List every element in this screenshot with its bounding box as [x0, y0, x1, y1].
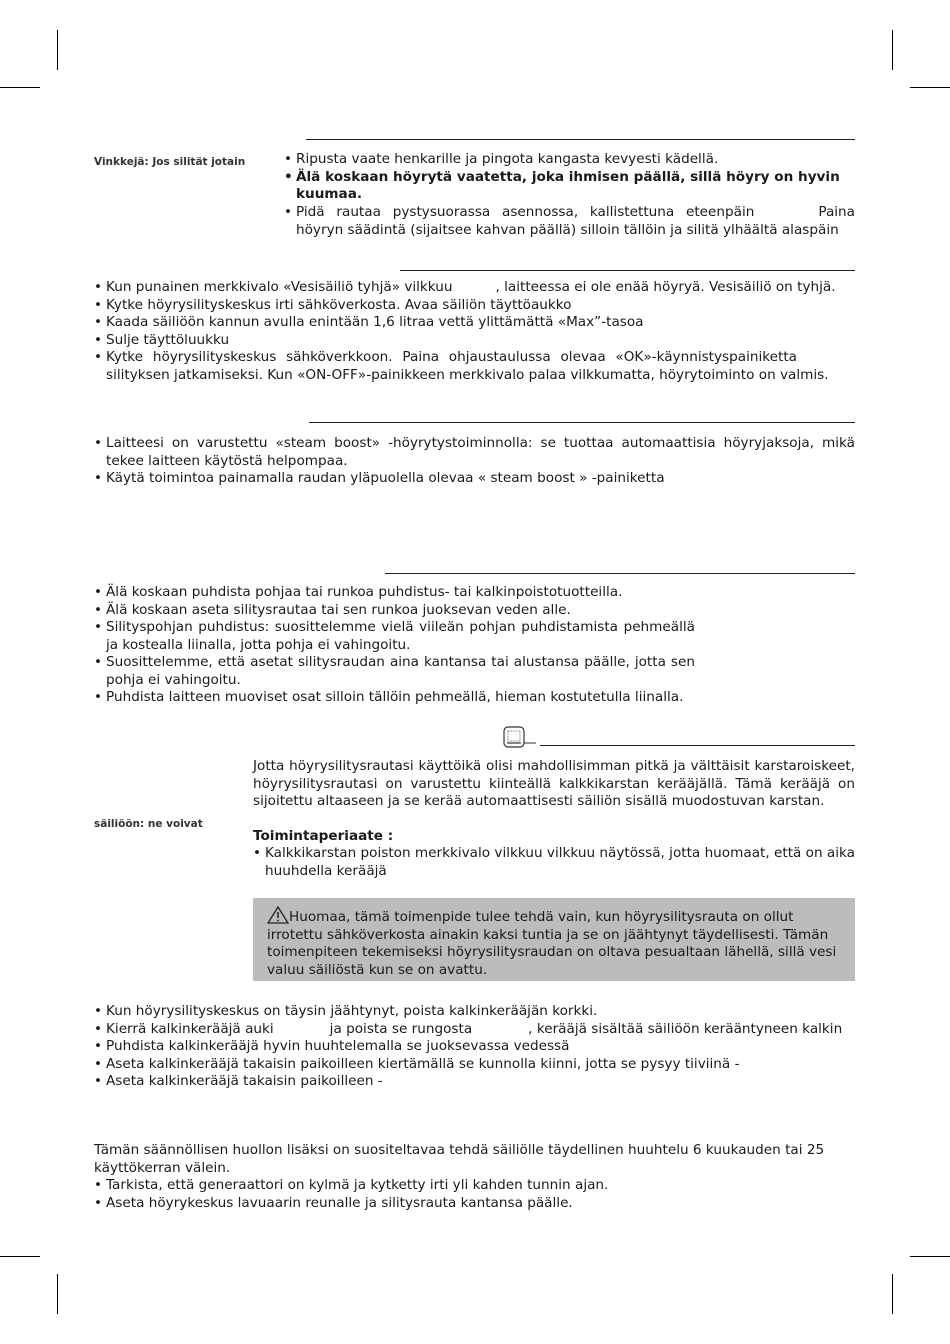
warning-box — [253, 898, 855, 981]
section-rule — [306, 139, 855, 140]
list-item: • Sulje täyttöluukku — [94, 332, 855, 350]
list-item: • Älä koskaan aseta silitysrautaa tai sen runkoa juoksevan veden alle. — [94, 602, 695, 620]
cleaning-list — [94, 584, 695, 707]
warning-triangle-icon — [267, 906, 289, 924]
list-item: • Kun punainen merkkivalo «Vesisäiliö tyhjä» vilkkuu , laitteessa ei ole enää höyryä. Vesisäiliö on tyhjä. — [94, 279, 855, 297]
principle-list — [253, 845, 855, 880]
list-item: • Kalkkikarstan poiston merkkivalo vilkkuu vilkkuu näytössä, jotta huomaat, että on aika huuhdella kerääjä — [253, 845, 855, 880]
crop-mark — [892, 30, 893, 70]
collector-intro: Jotta höyrysilitysrautasi käyttöikä olisi mahdollisimman pitkä ja välttäisit karstaroiskeet, höyrysilitysrautasi on varustettu kiinteällä kalkkikarstan kerääjällä. Tämä kerääjä on sijoitettu altaaseen ja se kerää automaattisesti säiliön sisällä muodostuvan karstan. — [253, 758, 855, 809]
list-item: • Puhdista kalkinkerääjä hyvin huuhtelemalla se juoksevassa vedessä — [94, 1038, 855, 1056]
crop-mark — [892, 1274, 893, 1314]
list-item: • Silityspohjan puhdistus: suosittelemme vielä viileän pohjan puhdistamista pehmeällä ja kostealla liinalla, jotta pohja ei vahingoitu. — [94, 619, 695, 654]
section-rule — [540, 745, 855, 746]
list-item: • Puhdista laitteen muoviset osat silloin tällöin pehmeällä, hieman kostutetulla liinalla. — [94, 689, 695, 707]
rinse-list — [94, 1177, 855, 1212]
steps-list — [94, 1003, 855, 1091]
principle-title: Toimintaperiaate : — [253, 828, 394, 844]
list-item: • Kun höyrysilityskeskus on täysin jäähtynyt, poista kalkinkerääjän korkki. — [94, 1003, 855, 1021]
list-item: • Käytä toimintoa painamalla raudan yläpuolella olevaa « steam boost » -painiketta — [94, 470, 855, 488]
crop-mark — [910, 87, 950, 88]
scale-collector-icon — [503, 726, 537, 748]
list-item: • Tarkista, että generaattori on kylmä ja kytketty irti yli kahden tunnin ajan. — [94, 1177, 855, 1195]
crop-mark — [57, 1274, 58, 1314]
list-item: • Suosittelemme, että asetat silitysraudan aina kantansa tai alustansa päälle, jotta sen pohja ei vahingoitu. — [94, 654, 695, 689]
section-rule — [400, 270, 855, 271]
list-item: • Pidä rautaa pystysuorassa asennossa, kallistettuna eteenpäin Paina höyryn säädintä (sijaitsee kahvan päällä) silloin tällöin ja silitä ylhäältä alaspäin — [284, 204, 855, 239]
list-item: • Kierrä kalkinkerääjä auki ja poista se rungosta , kerääjä sisältää säiliöön kerääntyneen kalkin — [94, 1021, 855, 1039]
tips-list — [284, 151, 855, 204]
tips-list-2 — [284, 204, 855, 239]
list-item: • Laitteesi on varustettu «steam boost» -höyrytystoiminnolla: se tuottaa automaattisia höyryjaksoja, mikä tekee laitteen käytöstä helpompaa. — [94, 435, 855, 470]
list-item: • Aseta kalkinkerääjä takaisin paikoilleen kiertämällä se kunnolla kiinni, jotta se pysyy tiiviinä - — [94, 1056, 855, 1074]
crop-mark — [0, 1256, 40, 1257]
crop-mark — [0, 87, 40, 88]
refill-list — [94, 279, 855, 384]
warning-text: Huomaa, tämä toimenpide tulee tehdä vain, kun höyrysilitysrauta on ollut irrotettu sähköverkosta ainakin kaksi tuntia ja se on jäähtynyt täydellisesti. Tämän toimenpiteen tekemiseksi höyrysilitysraudan on oltava pesualtaan lähellä, sillä vesi valuu säiliöstä kun se on avattu. — [267, 909, 837, 978]
section-rule — [309, 422, 855, 423]
section-rule — [385, 573, 855, 574]
boost-list — [94, 435, 855, 488]
list-item: • Kytke höyrysilityskeskus sähköverkkoon. Paina ohjaustaulussa olevaa «OK»-käynnistyspainikettasilityksen jatkamiseksi. Kun «ON-OFF»-painikkeen merkkivalo palaa vilkkumatta, höyrytoiminto on valmis. — [94, 349, 855, 384]
list-item: • Kytke höyrysilityskeskus irti sähköverkosta. Avaa säiliön täyttöaukko — [94, 297, 855, 315]
list-item: • Ripusta vaate henkarille ja pingota kangasta kevyesti kädellä. — [284, 151, 855, 169]
list-item: • Aseta höyrykeskus lavuaarin reunalle ja silitysrauta kantansa päälle. — [94, 1195, 855, 1213]
list-item: • Kaada säiliöön kannun avulla enintään 1,6 litraa vettä ylittämättä «Max”-tasoa — [94, 314, 855, 332]
list-item: • Aseta kalkinkerääjä takaisin paikoilleen - — [94, 1073, 855, 1091]
crop-mark — [910, 1256, 950, 1257]
sidebar-tank-label: säiliöön: ne voivat — [94, 818, 203, 830]
sidebar-tips-label: Vinkkejä: Jos silität jotain — [94, 156, 246, 168]
list-item: • Älä koskaan puhdista pohjaa tai runkoa puhdistus- tai kalkinpoistotuotteilla. — [94, 584, 695, 602]
rinse-intro: Tämän säännöllisen huollon lisäksi on suositeltavaa tehdä säiliölle täydellinen huuhtelu 6 kuukauden tai 25 käyttökerran välein. — [94, 1142, 825, 1176]
crop-mark — [57, 30, 58, 70]
list-item: • Älä koskaan höyrytä vaatetta, joka ihmisen päällä, sillä höyry on hyvin kuumaa. — [284, 169, 855, 204]
